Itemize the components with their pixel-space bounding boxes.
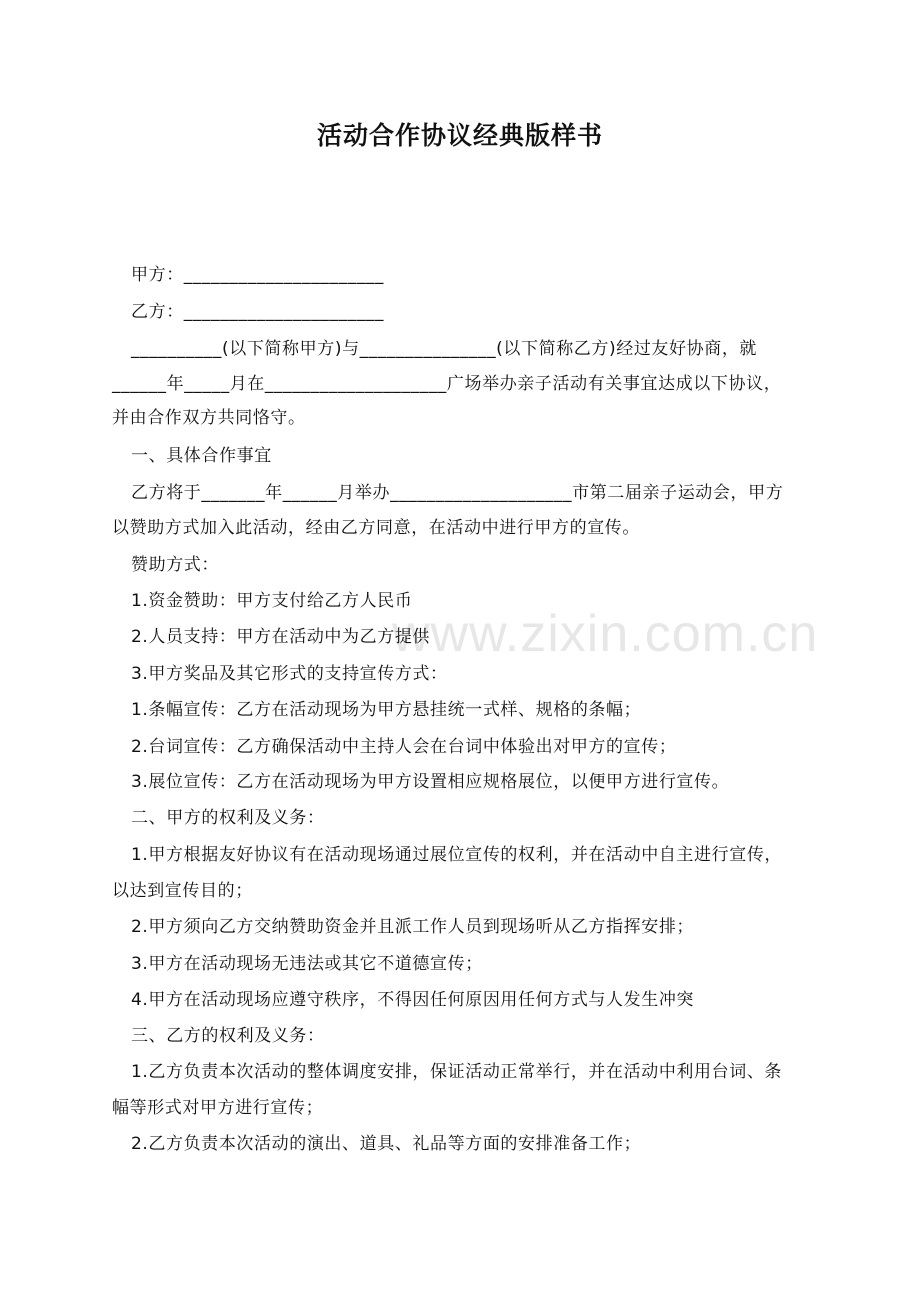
paragraph-line: 以达到宣传目的； xyxy=(112,881,253,901)
list-item: 3.展位宣传：乙方在活动现场为甲方设置相应规格展位，以便甲方进行宣传。 xyxy=(131,772,730,792)
watermark: www.zixin.com.cn xyxy=(392,605,819,663)
paragraph-line: 乙方将于_______年______月举办____________________市第二届亲子运动会，甲方 xyxy=(131,483,784,503)
list-item: 2.甲方须向乙方交纳赞助资金并且派工作人员到现场听从乙方指挥安排； xyxy=(131,917,695,937)
list-item: 1.资金赞助：甲方支付给乙方人民币 xyxy=(131,591,413,611)
paragraph-line: 以赞助方式加入此活动，经由乙方同意，在活动中进行甲方的宣传。 xyxy=(112,518,640,538)
section-heading: 二、甲方的权利及义务： xyxy=(131,808,325,828)
list-item: 3.甲方在活动现场无违法或其它不道德宣传； xyxy=(131,954,483,974)
list-item: 1.甲方根据友好协议有在活动现场通过展位宣传的权利，并在活动中自主进行宣传， xyxy=(131,845,783,865)
list-item: 2.乙方负责本次活动的演出、道具、礼品等方面的安排准备工作； xyxy=(131,1134,642,1154)
section-heading: 一、具体合作事宜 xyxy=(131,446,272,466)
paragraph-line: 并由合作双方共同恪守。 xyxy=(112,408,306,428)
section-heading: 三、乙方的权利及义务： xyxy=(131,1026,325,1046)
paragraph-line: ______年_____月在____________________广场举办亲子活动有关事宜达成以下协议， xyxy=(112,374,782,394)
list-item: 4.甲方在活动现场应遵守秩序，不得因任何原因用任何方式与人发生冲突 xyxy=(131,990,695,1010)
party-a-line: 甲方：______________________ xyxy=(131,265,384,285)
document-title: 活动合作协议经典版样书 xyxy=(316,121,603,150)
list-item: 3.甲方奖品及其它形式的支持宣传方式： xyxy=(131,664,448,684)
paragraph-line: __________(以下简称甲方)与_______________(以下简称乙方)经过友好协商，就 xyxy=(131,339,758,359)
paragraph-line: 赞助方式： xyxy=(131,555,219,575)
paragraph-line: 幅等形式对甲方进行宣传； xyxy=(112,1098,324,1118)
list-item: 2.人员支持：甲方在活动中为乙方提供 xyxy=(131,627,431,647)
list-item: 2.台词宣传：乙方确保活动中主持人会在台词中体验出对甲方的宣传； xyxy=(131,737,677,757)
list-item: 1.乙方负责本次活动的整体调度安排，保证活动正常举行，并在活动中利用台词、条 xyxy=(131,1062,783,1082)
party-b-line: 乙方：______________________ xyxy=(131,302,384,322)
list-item: 1.条幅宣传：乙方在活动现场为甲方悬挂统一式样、规格的条幅； xyxy=(131,700,642,720)
